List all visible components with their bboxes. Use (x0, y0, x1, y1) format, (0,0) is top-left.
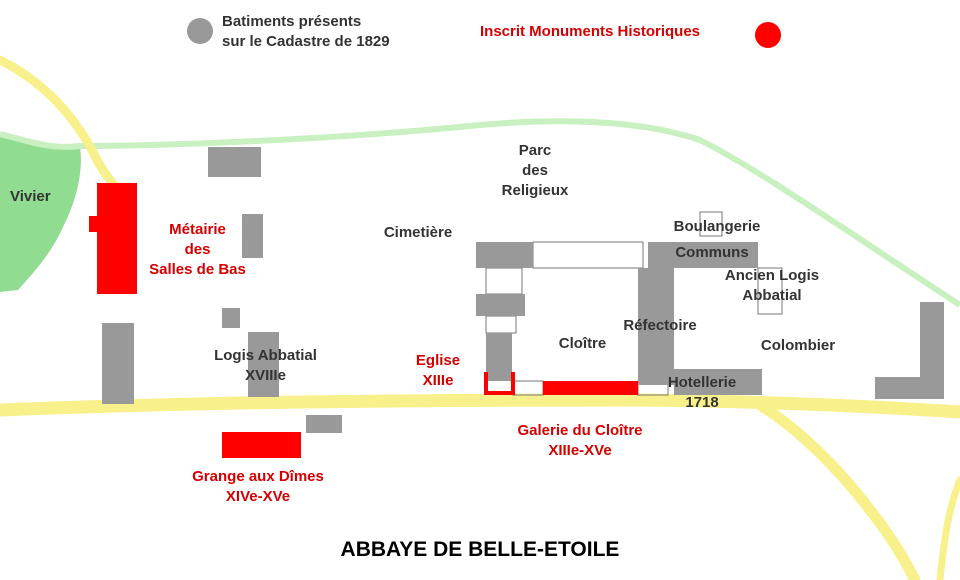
label-vivier-text: Vivier (10, 188, 51, 205)
label-grange (183, 467, 333, 507)
label-galerie-line-1: Galerie du Cloître (517, 422, 643, 439)
label-parc-line-3: Religieux (501, 182, 569, 199)
label-parc-line-2: des (522, 162, 548, 179)
label-vivier (10, 187, 51, 207)
legend-gray-symbol (187, 18, 213, 44)
label-logis-xviii (203, 346, 328, 386)
label-hotellerie-line-1: Hotellerie (667, 374, 737, 391)
label-eglise (408, 351, 468, 391)
label-metairie-line-2: des (184, 241, 211, 258)
label-boulangerie (662, 217, 772, 237)
label-eglise-line-1: Eglise (415, 352, 461, 369)
label-ancien-logis-line-2: Abbatial (742, 287, 802, 304)
legend-gray-line-2: sur le Cadastre de 1829 (222, 33, 390, 50)
label-parc (480, 141, 590, 201)
legend-red-symbol (755, 22, 781, 48)
label-logis-xviii-line-1: Logis Abbatial (214, 347, 317, 364)
label-parc-line-1: Parc (518, 142, 552, 159)
label-colombier (748, 336, 848, 356)
label-colombier-text: Colombier (760, 337, 836, 354)
label-grange-line-1: Grange aux Dîmes (192, 468, 324, 485)
label-boulangerie-text: Boulangerie (673, 218, 761, 235)
label-galerie (505, 421, 655, 461)
map-title: ABBAYE DE BELLE-ETOILE (340, 538, 620, 561)
label-cloitre (545, 334, 620, 354)
label-refectoire-text: Réfectoire (623, 317, 697, 334)
label-galerie-line-2: XIIIe-XVe (548, 442, 612, 459)
label-communs (662, 243, 762, 263)
label-cimetiere-text: Cimetière (383, 224, 453, 241)
roads (0, 60, 960, 580)
label-hotellerie (652, 373, 752, 413)
label-cloitre-text: Cloître (558, 335, 607, 352)
legend-red-label (480, 22, 700, 42)
label-ancien-logis (717, 266, 827, 306)
label-metairie-line-1: Métairie (169, 221, 226, 238)
legend-gray-line-1: Batiments présents (222, 13, 362, 30)
vivier-pond (0, 134, 81, 292)
label-metairie-line-3: Salles de Bas (149, 261, 246, 278)
label-logis-xviii-line-2: XVIIIe (245, 367, 286, 384)
label-communs-text: Communs (675, 244, 749, 261)
label-metairie (145, 220, 250, 280)
legend-red-text: Inscrit Monuments Historiques (480, 23, 701, 40)
label-eglise-line-2: XIIIe (422, 372, 454, 389)
label-ancien-logis-line-1: Ancien Logis (724, 267, 820, 284)
label-grange-line-2: XIVe-XVe (225, 488, 291, 505)
label-cimetiere (372, 223, 464, 243)
legend-gray-label (222, 12, 390, 52)
label-refectoire (610, 316, 710, 336)
label-hotellerie-line-2: 1718 (685, 394, 719, 411)
